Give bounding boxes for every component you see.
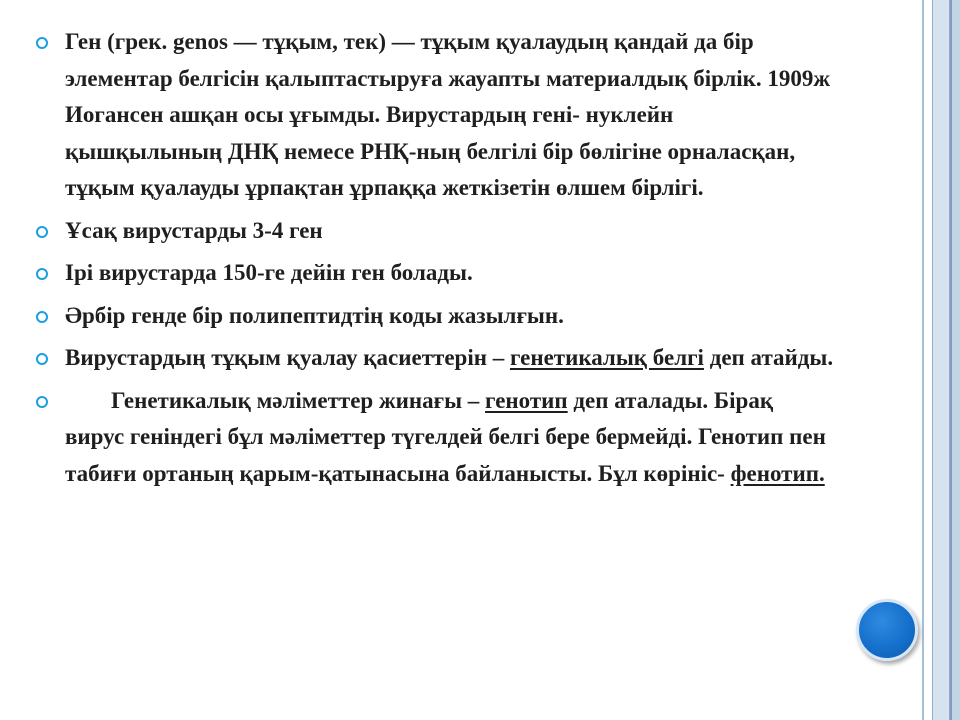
ring-bullet-icon bbox=[36, 353, 48, 365]
list-item bbox=[36, 213, 836, 250]
edge-band bbox=[922, 0, 930, 720]
ring-bullet-icon bbox=[36, 396, 48, 408]
list-item bbox=[36, 255, 836, 292]
paragraph-text: деп аталады. Бірақ вирус геніндегі бұл мәліметтер түгелдей белгі бере бермейді. Генотип пен табиғи ортаның қарым-қатынасына байланысты. Бұл көрініс- bbox=[65, 387, 826, 486]
right-edge-border bbox=[922, 0, 960, 720]
paragraph-text: Әрбір генде бір полипептидтің коды жазылғын. bbox=[65, 302, 564, 328]
bullet-list bbox=[36, 24, 836, 498]
ring-bullet-icon bbox=[36, 226, 48, 238]
ring-bullet-icon bbox=[36, 311, 48, 323]
paragraph-text: Ұсақ вирустарды 3-4 ген bbox=[65, 217, 323, 243]
paragraph-text: Вирустардың тұқым қуалау қасиеттерін – bbox=[65, 345, 510, 370]
paragraph-text: Ірі вирустарда 150-ге дейін ген болады. bbox=[65, 260, 473, 285]
list-item bbox=[36, 340, 836, 377]
paragraph-text: деп атайды. bbox=[703, 345, 834, 370]
ring-bullet-icon bbox=[36, 268, 48, 280]
list-item bbox=[36, 24, 836, 207]
edge-band bbox=[950, 0, 960, 720]
blue-circle-icon bbox=[856, 599, 918, 661]
term-genetic-trait: генетикалық белгі bbox=[509, 345, 704, 370]
paragraph-text: Ген (грек. genos — тұқым, тек) — тұқым қуалаудың қандай да бір элементар белгісін қалыптастыруға жауапты материалдық бірлік. 1909ж Иогансен ашқан осы ұғымды. Вирустардың гені- нуклейн қышқылының ДНҚ немесе РНҚ-ның белгілі бір бөлігіне орналасқан, тұқым қуалауды ұрпақтан ұрпаққа жеткізетін өлшем бірлігі. bbox=[65, 29, 831, 200]
list-item bbox=[36, 298, 836, 335]
paragraph-text: Генетикалық мәліметтер жинағы – bbox=[111, 387, 486, 413]
term-phenotype: фенотип. bbox=[730, 460, 825, 486]
term-genotype: генотип bbox=[485, 387, 568, 413]
ring-bullet-icon bbox=[36, 37, 48, 49]
list-item bbox=[36, 383, 836, 493]
edge-band bbox=[932, 0, 950, 720]
